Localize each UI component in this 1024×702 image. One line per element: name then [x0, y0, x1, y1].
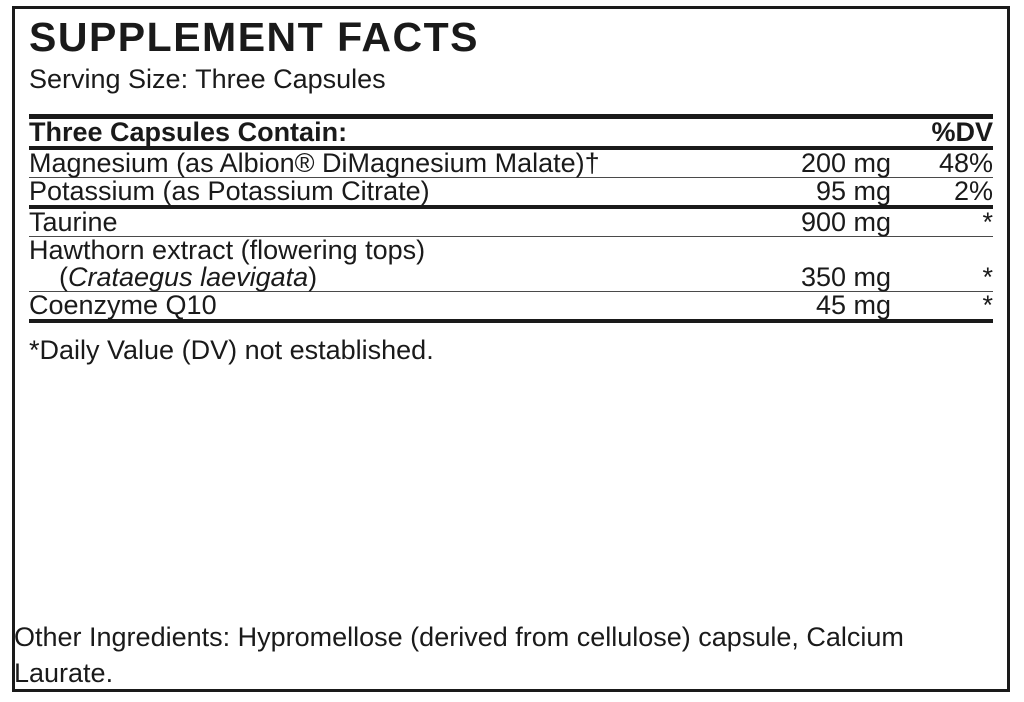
nutrient-name: Potassium (as Potassium Citrate) [29, 176, 430, 207]
supplement-facts-content [29, 15, 993, 368]
paren-open: ( [59, 262, 68, 293]
nutrient-name-line1: Hawthorn extract (flowering tops) [29, 235, 426, 266]
page-title: SUPPLEMENT FACTS [29, 14, 479, 60]
nutrient-name: Magnesium (as Albion® DiMagnesium Malate)† [29, 148, 600, 179]
nutrients-table [29, 119, 993, 319]
nutrient-dv: * [982, 207, 993, 238]
nutrient-amount: 200 mg [800, 148, 891, 179]
table-row [29, 237, 993, 292]
nutrient-name: Coenzyme Q10 [29, 290, 217, 321]
table-header-row [29, 119, 993, 148]
nutrient-name [29, 237, 772, 292]
nutrient-name-line2 [29, 264, 772, 291]
paren-close: ) [308, 262, 318, 293]
nutrient-amount: 95 mg [815, 176, 891, 207]
nutrient-dv: 48% [938, 148, 993, 179]
table-row [29, 292, 993, 319]
table-row [29, 150, 993, 178]
nutrient-dv: * [982, 290, 993, 321]
serving-size-text: Serving Size: Three Capsules [29, 64, 386, 95]
supplement-facts-panel [12, 6, 1010, 692]
nutrient-dv: 2% [953, 176, 993, 207]
other-ingredients-text: Other Ingredients: Hypromellose (derived from cellulose) capsule, Calcium Laurate. [14, 622, 904, 688]
nutrient-name: Taurine [29, 207, 118, 238]
table-header-dv: %DV [931, 117, 993, 148]
table-header-amount [772, 119, 897, 148]
nutrient-amount: 900 mg [800, 207, 891, 238]
daily-value-footnote: *Daily Value (DV) not established. [29, 335, 434, 366]
nutrient-amount: 350 mg [800, 262, 891, 293]
table-row [29, 178, 993, 207]
botanical-name: Crataegus laevigata [68, 262, 309, 293]
table-row [29, 209, 993, 237]
table-header-name: Three Capsules Contain: [29, 117, 348, 148]
nutrient-amount: 45 mg [815, 290, 891, 321]
nutrient-dv: * [982, 262, 993, 293]
